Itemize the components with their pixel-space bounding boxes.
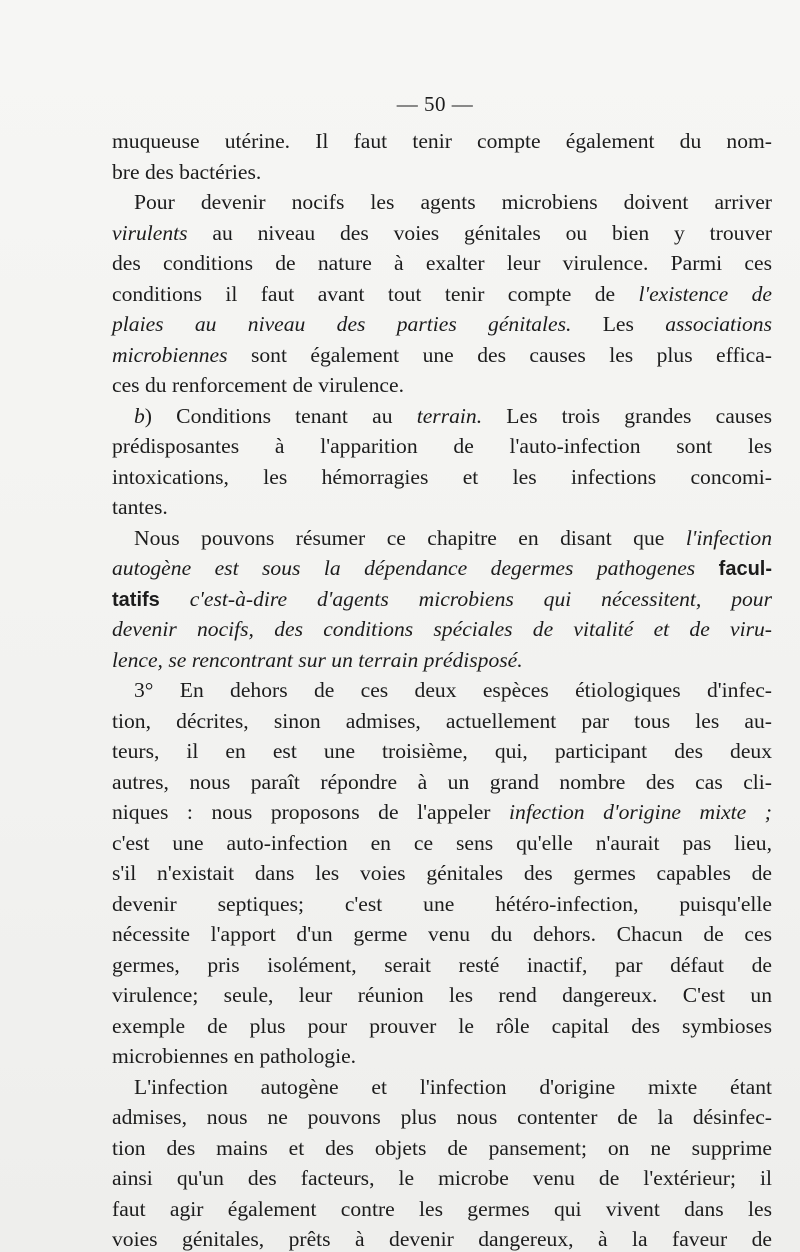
text-segment: faut agir également contre les germes qui vivent dans les — [112, 1196, 772, 1221]
text-segment: L'infection autogène et l'infection d'origine mixte étant — [134, 1074, 772, 1099]
text-line — [112, 767, 772, 798]
text-segment: prédisposantes à l'apparition de l'auto-infection sont les — [112, 434, 772, 458]
text-line — [112, 919, 772, 950]
text-segment: microbiennes en pathologie. — [112, 1044, 357, 1068]
italic-text: associations — [665, 312, 772, 336]
text-line — [112, 462, 772, 493]
text-segment: c'est une auto-infection en ce sens qu'elle n'aurait pas lieu, — [112, 830, 772, 855]
text-line — [112, 187, 772, 218]
text-segment: ) Conditions tenant au — [144, 403, 417, 428]
text-segment: Les trois grandes causes — [482, 403, 772, 428]
text-segment: tantes. — [112, 495, 168, 519]
text-line — [112, 797, 772, 828]
italic-text: terrain. — [416, 403, 483, 428]
text-line — [112, 401, 772, 432]
text-line — [112, 889, 772, 920]
text-line — [112, 858, 772, 889]
italic-text: c'est-à-dire d'agents microbiens qui nécessitent, pour — [189, 586, 772, 611]
text-segment: voies génitales, prêts à devenir dangereux, à la faveur de — [112, 1227, 772, 1251]
text-line — [112, 950, 772, 981]
text-segment: 3° En dehors de ces deux espèces étiologiques d'infec- — [134, 678, 772, 702]
text-segment: conditions il faut avant tout tenir compte de — [112, 281, 639, 306]
text-line — [112, 828, 772, 859]
text-line — [112, 1133, 772, 1164]
text-line — [112, 218, 772, 249]
text-line — [112, 553, 772, 584]
text-segment: au niveau des voies génitales ou bien y trouver — [187, 220, 772, 245]
italic-text: lence, se rencontrant sur un terrain prédisposé. — [112, 647, 523, 672]
text-line — [112, 980, 772, 1011]
text-segment: virulence; seule, leur réunion les rend dangereux. C'est un — [112, 983, 772, 1007]
italic-text: microbiennes — [112, 342, 228, 367]
text-line — [112, 1163, 772, 1194]
text-segment: Nous pouvons résumer ce chapitre en disant que — [134, 525, 686, 550]
text-segment: teurs, il en est une troisième, qui, participant des deux — [112, 739, 772, 763]
text-segment: des conditions de nature à exalter leur virulence. Parmi ces — [112, 251, 772, 275]
text-segment: niques : nous proposons de l'appeler — [112, 800, 510, 824]
text-line — [112, 492, 772, 523]
text-segment: ces du renforcement de virulence. — [112, 373, 404, 397]
text-line — [112, 706, 772, 737]
text-line — [112, 1194, 772, 1225]
text-line — [112, 614, 772, 645]
text-line — [112, 1072, 772, 1103]
text-line — [112, 736, 772, 767]
text-segment: admises, nous ne pouvons plus nous contenter de la désinfec- — [112, 1105, 772, 1129]
italic-text: plaies au niveau des parties génitales. — [112, 312, 572, 336]
text-segment: devenir septiques; c'est une hétéro-infection, puisqu'elle — [112, 891, 772, 916]
text-line — [112, 309, 772, 340]
text-line — [112, 126, 772, 157]
text-line — [112, 523, 772, 554]
text-segment: s'il n'existait dans les voies génitales des germes capables de — [112, 861, 772, 885]
text-line — [112, 1102, 772, 1133]
text-segment: Les — [571, 312, 666, 336]
text-segment: intoxications, les hémorragies et les infections concomi- — [112, 464, 772, 489]
text-segment: nécessite l'apport d'un germe venu du dehors. Chacun de ces — [112, 922, 772, 946]
text-line — [112, 248, 772, 279]
bold-text: tatifs — [112, 588, 160, 611]
text-line — [112, 1224, 772, 1252]
text-line — [112, 675, 772, 706]
text-line — [112, 157, 772, 188]
italic-text: autogène est sous la dépendance degermes pathogenes — [112, 556, 696, 580]
text-line — [112, 370, 772, 401]
text-line — [112, 340, 772, 371]
text-segment: sont également une des causes les plus effica- — [227, 342, 772, 367]
text-segment — [160, 587, 190, 611]
page-number: — 50 — — [396, 92, 474, 116]
italic-text: l'infection — [685, 525, 772, 550]
italic-text: virulents — [112, 220, 188, 245]
text-segment: ainsi qu'un des facteurs, le microbe venu de l'extérieur; il — [112, 1166, 772, 1190]
italic-text: l'existence de — [638, 281, 772, 306]
text-segment: germes, pris isolément, serait resté inactif, par défaut de — [112, 952, 772, 977]
body-text — [112, 126, 772, 1252]
text-segment: bre des bactéries. — [112, 159, 262, 184]
text-segment: autres, nous paraît répondre à un grand nombre des cas cli- — [112, 769, 772, 794]
text-line — [112, 645, 772, 676]
text-line — [112, 1011, 772, 1042]
text-line — [112, 1041, 772, 1072]
text-line — [112, 279, 772, 310]
text-segment: tion des mains et des objets de pansement; on ne supprime — [112, 1135, 772, 1160]
text-segment: Pour devenir nocifs les agents microbiens doivent arriver — [134, 190, 772, 214]
text-segment: muqueuse utérine. Il faut tenir compte également du nom- — [112, 129, 772, 153]
text-segment: exemple de plus pour prouver le rôle capital des symbioses — [112, 1013, 772, 1038]
bold-text: facul- — [718, 558, 772, 580]
italic-text: infection d'origine mixte ; — [509, 800, 772, 824]
italic-text: b — [134, 403, 145, 428]
text-segment: tion, décrites, sinon admises, actuellement par tous les au- — [112, 708, 772, 733]
italic-text: devenir nocifs, des conditions spéciales de vitalité et de viru- — [112, 617, 772, 641]
text-segment — [695, 556, 718, 580]
text-line — [112, 431, 772, 462]
text-line — [112, 584, 772, 615]
